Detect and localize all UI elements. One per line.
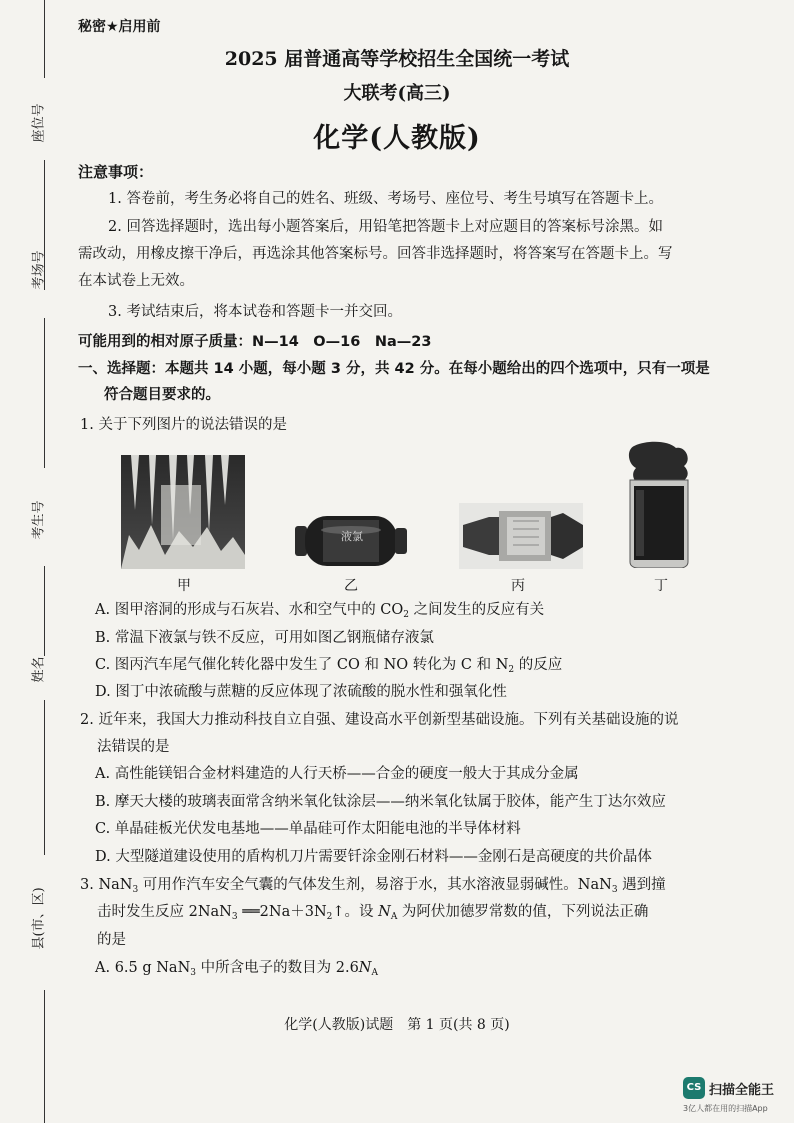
section-heading-2: 符合题目要求的。	[104, 387, 220, 403]
cave-image	[121, 455, 245, 569]
q1-stem: 1. 关于下列图片的说法错误的是	[80, 417, 287, 433]
atomic-masses: 可能用到的相对原子质量：N—14 O—16 Na—23	[78, 334, 432, 350]
q1-option-c: C. 图丙汽车尾气催化转化器中发生了 CO 和 NO 转化为 C 和 $N_2$ 的反应	[95, 657, 563, 675]
cylinder-label: 液氯	[341, 530, 363, 543]
pic-label-jia: 甲	[177, 578, 191, 594]
section-heading-1: 一、选择题：本题共 14 小题，每小题 3 分，共 42 分。在每小题给出的四个选项中，只有一项是	[78, 361, 710, 377]
notice-item-1: 1. 答卷前，考生务必将自己的姓名、班级、考场号、座位号、考生号填写在答题卡上。	[108, 191, 663, 207]
q3-stem-2: 击时发生反应 2NaN$_3$ $══2Na+3N_2↑$。设 $N_A$ 为阿伏加德罗常数的值，下列说法正确	[97, 904, 649, 922]
subject-title: 化学(人教版)	[313, 123, 481, 154]
q1-option-b: B. 常温下液氯与铁不反应，可用如图乙钢瓶储存液氯	[95, 630, 434, 646]
exam-subtitle: 大联考(高三)	[343, 83, 451, 104]
notice-item-3: 3. 考试结束后，将本试卷和答题卡一并交回。	[108, 304, 402, 320]
scanner-name: 扫描全能王	[709, 1083, 775, 1098]
q3-stem-3: 的是	[97, 932, 126, 948]
beaker-image	[622, 440, 696, 568]
exam-title: 2025 届普通高等学校招生全国统一考试	[224, 48, 570, 70]
binding-line	[44, 700, 45, 855]
notice-item-2b: 需改动，用橡皮擦干净后，再选涂其他答案标号。回答非选择题时，将答案写在答题卡上。写	[78, 246, 673, 262]
q2-option-c: C. 单晶硅板光伏发电基地——单晶硅可作太阳能电池的半导体材料	[95, 821, 521, 837]
seat-label: 座位号	[31, 103, 47, 143]
pic-label-bing: 丙	[511, 578, 525, 594]
q2-stem-2: 法错误的是	[97, 739, 170, 755]
notice-item-2a: 2. 回答选择题时，选出每小题答案后，用铅笔把答题卡上对应题目的答案标号涂黑。如	[108, 219, 663, 235]
scanner-tagline: 3亿人都在用的扫描App	[683, 1104, 768, 1113]
page-footer: 化学(人教版)试题 第 1 页(共 8 页)	[284, 1017, 510, 1033]
notice-item-2c: 在本试卷上无效。	[78, 273, 194, 289]
notice-heading: 注意事项：	[78, 163, 154, 181]
gas-cylinder-image	[293, 510, 409, 572]
county-label: 县(市、区)	[31, 887, 47, 950]
q3-stem-1: 3. NaN$_3$ 可用作汽车安全气囊的气体发生剂，易溶于水，其水溶液显弱碱性。NaN$_3$ 遇到撞	[80, 877, 666, 895]
q2-option-d: D. 大型隧道建设使用的盾构机刀片需要钎涂金刚石材料——金刚石是高硬度的共价晶体	[95, 849, 652, 865]
q2-stem-1: 2. 近年来，我国大力推动科技自立自强、建设高水平创新型基础设施。下列有关基础设施的说	[80, 712, 679, 728]
student-no-label: 考生号	[31, 500, 47, 540]
secret-mark: 秘密★启用前	[78, 19, 161, 35]
q2-option-b: B. 摩天大楼的玻璃表面常含纳米氧化钛涂层——纳米氧化钛属于胶体，能产生丁达尔效应	[95, 794, 666, 810]
scanner-logo-icon: CS	[683, 1077, 705, 1099]
q3-option-a: A. 6.5 g NaN$_3$ 中所含电子的数目为 $2.6N_A$	[95, 960, 378, 978]
pic-label-ding: 丁	[654, 578, 668, 594]
catalytic-converter-image	[459, 503, 583, 569]
q1-option-d: D. 图丁中浓硫酸与蔗糖的反应体现了浓硫酸的脱水性和强氧化性	[95, 684, 507, 700]
binding-line	[44, 566, 45, 656]
room-label: 考场号	[31, 250, 47, 290]
name-label: 姓名	[31, 656, 47, 683]
binding-line	[44, 990, 45, 1123]
q2-option-a: A. 高性能镁铝合金材料建造的人行天桥——合金的硬度一般大于其成分金属	[95, 766, 579, 782]
binding-line	[44, 318, 45, 468]
q1-option-a: A. 图甲溶洞的形成与石灰岩、水和空气中的 $CO_2$ 之间发生的反应有关	[95, 602, 545, 620]
pic-label-yi: 乙	[344, 578, 358, 594]
